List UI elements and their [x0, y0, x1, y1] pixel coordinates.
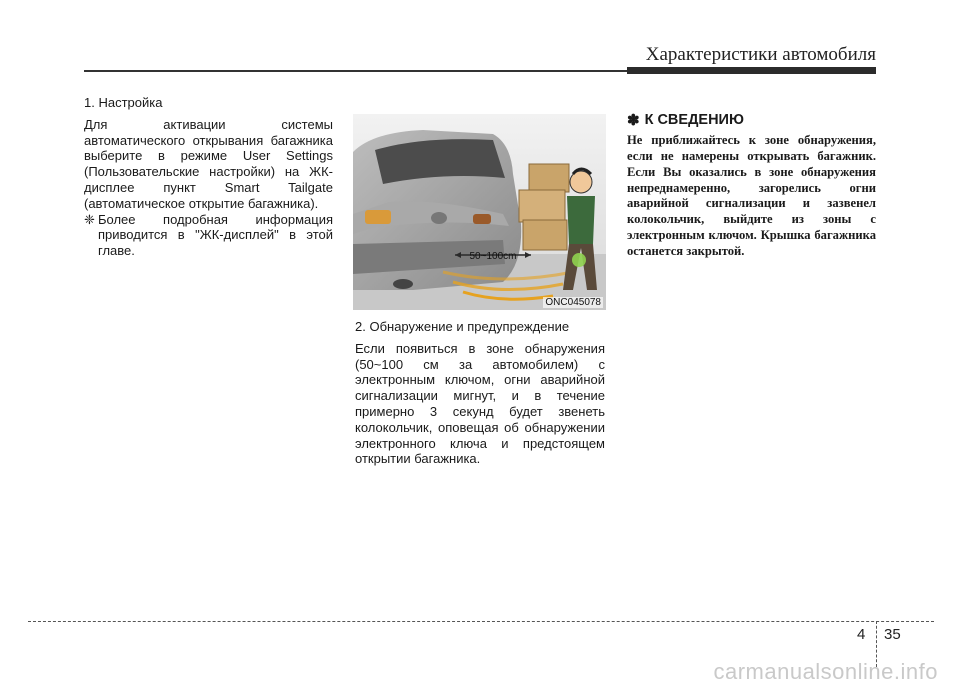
car-and-person-illustration [353, 114, 606, 310]
distance-label: 50~100cm [469, 251, 517, 262]
info-body: Не приближайтесь к зоне обнаружения, если не намерены открывать багажник. Если Вы оказались в зоне обнаружения непреднамеренно, загорелись огни аварийной сигнализации и зазвенел колокольчик, выйдите из зоны с электронным ключом. Крышка багажника останется закрытой. [627, 132, 876, 259]
setup-heading: 1. Настройка [84, 95, 163, 110]
header-rule-bold [627, 67, 876, 74]
page-header-title: Характеристики автомобиля [645, 44, 876, 65]
note-symbol-icon: ❈ [84, 211, 95, 227]
detection-heading: 2. Обнаружение и предупреждение [355, 319, 570, 334]
footer-rule [28, 621, 934, 622]
figure-code: ONC045078 [545, 297, 601, 308]
page-number: 35 [884, 626, 901, 643]
header-rule [84, 70, 629, 72]
setup-note-text: Более подробная информация приводится в "ЖК-дисплей" в этой главе. [98, 211, 333, 259]
watermark: carmanualsonline.info [713, 659, 938, 684]
info-star-icon: ✽ [627, 112, 640, 129]
detection-body: Если появиться в зоне обнаружения (50~100 см за автомобилем) с электронным ключом, огни аварийной сигнализации мигнут, и в течение примерно 3 секунд будет звенеть колокольчик, оповещая об обнаружении электронного ключа и предстоящем открытии багажника. [355, 340, 605, 467]
column-setup [84, 95, 333, 259]
column-info [627, 113, 876, 260]
info-heading [627, 113, 876, 129]
tailgate-illustration [353, 114, 606, 310]
info-heading-text: К СВЕДЕНИЮ [644, 112, 744, 128]
setup-body: Для активации системы автоматического открывания багажника выберите в режиме User Settings (Пользовательские настройки) на ЖК-дисплее пункт Smart Tailgate (автоматическое открытие багажника). [84, 116, 333, 211]
setup-note [84, 212, 333, 259]
chapter-number: 4 [857, 626, 866, 643]
column-detection [355, 319, 605, 467]
